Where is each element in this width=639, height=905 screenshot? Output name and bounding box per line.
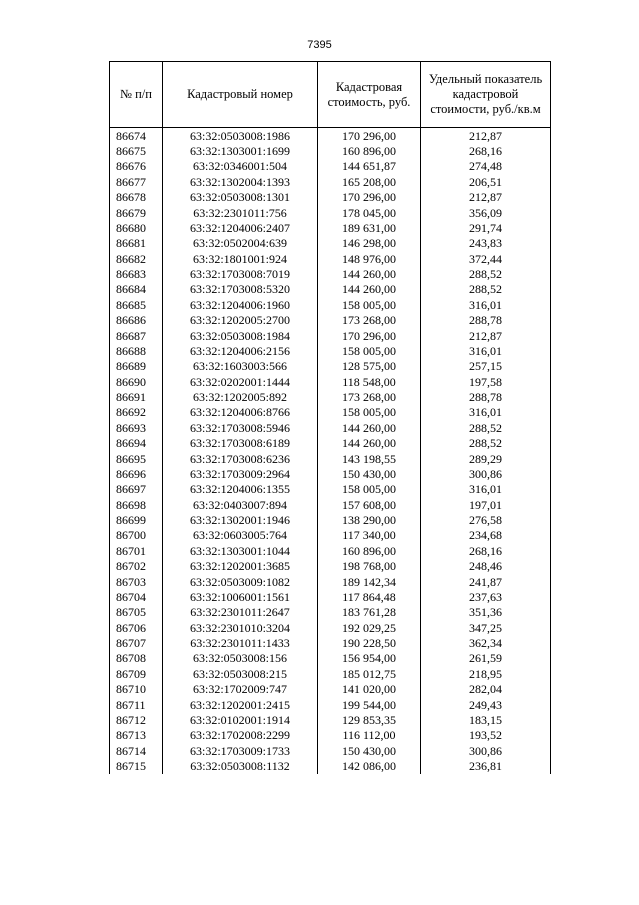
cadastral-value-cell: 170 296,00 [318, 128, 421, 144]
specific-value-cell: 212,87 [421, 328, 551, 343]
row-number-cell: 86711 [110, 697, 163, 712]
row-number-cell: 86694 [110, 436, 163, 451]
row-number-cell: 86702 [110, 559, 163, 574]
table-row [110, 236, 551, 251]
specific-value-cell: 288,52 [421, 436, 551, 451]
cadastral-value-cell: 117 864,48 [318, 589, 421, 604]
specific-value-cell: 291,74 [421, 220, 551, 235]
cadastral-number-cell: 63:32:1303001:1044 [163, 543, 318, 558]
cadastral-number-cell: 63:32:2301011:1433 [163, 635, 318, 650]
table-row [110, 282, 551, 297]
specific-value-cell: 212,87 [421, 128, 551, 144]
header-row-number: № п/п [110, 62, 163, 128]
table-row [110, 512, 551, 527]
cadastral-value-cell: 192 029,25 [318, 620, 421, 635]
specific-value-cell: 347,25 [421, 620, 551, 635]
specific-value-cell: 248,46 [421, 559, 551, 574]
cadastral-number-cell: 63:32:1603003:566 [163, 359, 318, 374]
cadastral-value-cell: 144 260,00 [318, 266, 421, 281]
specific-value-cell: 197,01 [421, 497, 551, 512]
cadastral-number-cell: 63:32:0503009:1082 [163, 574, 318, 589]
table-body [110, 128, 551, 774]
row-number-cell: 86714 [110, 743, 163, 758]
table-row [110, 359, 551, 374]
cadastral-value-cell: 128 575,00 [318, 359, 421, 374]
row-number-cell: 86700 [110, 528, 163, 543]
table-row [110, 266, 551, 281]
cadastral-number-cell: 63:32:1702008:2299 [163, 728, 318, 743]
cadastral-number-cell: 63:32:1202001:3685 [163, 559, 318, 574]
row-number-cell: 86707 [110, 635, 163, 650]
header-specific-value: Удельный показатель кадастровой стоимости, руб./кв.м [421, 62, 551, 128]
table-row [110, 651, 551, 666]
table-row [110, 436, 551, 451]
row-number-cell: 86715 [110, 758, 163, 773]
cadastral-value-cell: 144 260,00 [318, 282, 421, 297]
specific-value-cell: 288,78 [421, 313, 551, 328]
table-row [110, 589, 551, 604]
specific-value-cell: 316,01 [421, 482, 551, 497]
table-row [110, 174, 551, 189]
specific-value-cell: 316,01 [421, 343, 551, 358]
cadastral-value-cell: 178 045,00 [318, 205, 421, 220]
row-number-cell: 86710 [110, 682, 163, 697]
table-row [110, 466, 551, 481]
specific-value-cell: 351,36 [421, 605, 551, 620]
table-row [110, 313, 551, 328]
specific-value-cell: 257,15 [421, 359, 551, 374]
row-number-cell: 86697 [110, 482, 163, 497]
cadastral-number-cell: 63:32:0503008:156 [163, 651, 318, 666]
row-number-cell: 86688 [110, 343, 163, 358]
row-number-cell: 86689 [110, 359, 163, 374]
row-number-cell: 86680 [110, 220, 163, 235]
specific-value-cell: 243,83 [421, 236, 551, 251]
cadastral-number-cell: 63:32:0503008:1986 [163, 128, 318, 144]
row-number-cell: 86699 [110, 512, 163, 527]
cadastral-value-cell: 142 086,00 [318, 758, 421, 773]
cadastral-value-cell: 158 005,00 [318, 297, 421, 312]
table-row [110, 574, 551, 589]
table-row [110, 635, 551, 650]
cadastral-number-cell: 63:32:1204006:2407 [163, 220, 318, 235]
cadastral-value-cell: 160 896,00 [318, 143, 421, 158]
cadastral-number-cell: 63:32:1703008:5320 [163, 282, 318, 297]
row-number-cell: 86687 [110, 328, 163, 343]
cadastral-number-cell: 63:32:1702009:747 [163, 682, 318, 697]
row-number-cell: 86683 [110, 266, 163, 281]
cadastral-value-cell: 158 005,00 [318, 482, 421, 497]
cadastral-value-cell: 185 012,75 [318, 666, 421, 681]
row-number-cell: 86698 [110, 497, 163, 512]
row-number-cell: 86686 [110, 313, 163, 328]
specific-value-cell: 261,59 [421, 651, 551, 666]
table-row [110, 251, 551, 266]
cadastral-number-cell: 63:32:2301011:756 [163, 205, 318, 220]
cadastral-number-cell: 63:32:0202001:1444 [163, 374, 318, 389]
table-row [110, 220, 551, 235]
table-row [110, 343, 551, 358]
cadastral-number-cell: 63:32:1703008:6189 [163, 436, 318, 451]
cadastral-value-cell: 150 430,00 [318, 466, 421, 481]
row-number-cell: 86712 [110, 712, 163, 727]
cadastral-value-cell: 146 298,00 [318, 236, 421, 251]
table-row [110, 328, 551, 343]
row-number-cell: 86706 [110, 620, 163, 635]
specific-value-cell: 268,16 [421, 143, 551, 158]
table-row [110, 528, 551, 543]
table-header-row [110, 62, 551, 128]
specific-value-cell: 197,58 [421, 374, 551, 389]
specific-value-cell: 237,63 [421, 589, 551, 604]
cadastral-number-cell: 63:32:2301010:3204 [163, 620, 318, 635]
cadastral-number-cell: 63:32:1703009:2964 [163, 466, 318, 481]
cadastral-number-cell: 63:32:1302001:1946 [163, 512, 318, 527]
cadastral-number-cell: 63:32:0503008:1132 [163, 758, 318, 773]
specific-value-cell: 289,29 [421, 451, 551, 466]
row-number-cell: 86674 [110, 128, 163, 144]
page-number: 7395 [307, 39, 332, 51]
row-number-cell: 86692 [110, 405, 163, 420]
cadastral-number-cell: 63:32:1204006:8766 [163, 405, 318, 420]
row-number-cell: 86695 [110, 451, 163, 466]
table-row [110, 697, 551, 712]
row-number-cell: 86675 [110, 143, 163, 158]
specific-value-cell: 241,87 [421, 574, 551, 589]
table-row [110, 205, 551, 220]
row-number-cell: 86685 [110, 297, 163, 312]
table-row [110, 682, 551, 697]
cadastral-number-cell: 63:32:1302004:1393 [163, 174, 318, 189]
specific-value-cell: 268,16 [421, 543, 551, 558]
cadastral-value-cell: 150 430,00 [318, 743, 421, 758]
row-number-cell: 86690 [110, 374, 163, 389]
cadastral-value-cell: 173 268,00 [318, 389, 421, 404]
cadastral-number-cell: 63:32:0503008:1301 [163, 190, 318, 205]
cadastral-value-cell: 144 651,87 [318, 159, 421, 174]
cadastral-number-cell: 63:32:1703008:6236 [163, 451, 318, 466]
row-number-cell: 86679 [110, 205, 163, 220]
table-row [110, 297, 551, 312]
table-row [110, 712, 551, 727]
cadastral-value-cell: 158 005,00 [318, 405, 421, 420]
row-number-cell: 86682 [110, 251, 163, 266]
specific-value-cell: 300,86 [421, 743, 551, 758]
table-row [110, 559, 551, 574]
row-number-cell: 86708 [110, 651, 163, 666]
cadastral-number-cell: 63:32:1204006:1355 [163, 482, 318, 497]
table-row [110, 451, 551, 466]
specific-value-cell: 362,34 [421, 635, 551, 650]
table-row [110, 758, 551, 773]
cadastral-value-cell: 141 020,00 [318, 682, 421, 697]
cadastral-value-cell: 148 976,00 [318, 251, 421, 266]
cadastral-number-cell: 63:32:0503008:1984 [163, 328, 318, 343]
cadastral-value-cell: 199 544,00 [318, 697, 421, 712]
table-row [110, 605, 551, 620]
table-row [110, 743, 551, 758]
cadastral-number-cell: 63:32:1703008:7019 [163, 266, 318, 281]
cadastral-value-cell: 118 548,00 [318, 374, 421, 389]
cadastral-number-cell: 63:32:1703008:5946 [163, 420, 318, 435]
cadastral-value-cell: 170 296,00 [318, 328, 421, 343]
cadastral-value-cell: 170 296,00 [318, 190, 421, 205]
cadastral-number-cell: 63:32:1204006:1960 [163, 297, 318, 312]
row-number-cell: 86705 [110, 605, 163, 620]
row-number-cell: 86704 [110, 589, 163, 604]
table-row [110, 543, 551, 558]
header-cadastral-number: Кадастровый номер [163, 62, 318, 128]
cadastral-value-cell: 144 260,00 [318, 420, 421, 435]
specific-value-cell: 356,09 [421, 205, 551, 220]
cadastral-number-cell: 63:32:0346001:504 [163, 159, 318, 174]
cadastral-number-cell: 63:32:1204006:2156 [163, 343, 318, 358]
table-row [110, 159, 551, 174]
specific-value-cell: 276,58 [421, 512, 551, 527]
cadastral-value-cell: 156 954,00 [318, 651, 421, 666]
table-row [110, 374, 551, 389]
specific-value-cell: 236,81 [421, 758, 551, 773]
specific-value-cell: 249,43 [421, 697, 551, 712]
cadastral-number-cell: 63:32:1006001:1561 [163, 589, 318, 604]
specific-value-cell: 206,51 [421, 174, 551, 189]
specific-value-cell: 218,95 [421, 666, 551, 681]
cadastral-value-cell: 160 896,00 [318, 543, 421, 558]
cadastral-value-cell: 138 290,00 [318, 512, 421, 527]
header-cadastral-value: Кадастровая стоимость, руб. [318, 62, 421, 128]
cadastral-value-cell: 158 005,00 [318, 343, 421, 358]
row-number-cell: 86684 [110, 282, 163, 297]
cadastral-value-cell: 189 142,34 [318, 574, 421, 589]
specific-value-cell: 212,87 [421, 190, 551, 205]
specific-value-cell: 282,04 [421, 682, 551, 697]
row-number-cell: 86701 [110, 543, 163, 558]
cadastral-number-cell: 63:32:1202001:2415 [163, 697, 318, 712]
cadastral-number-cell: 63:32:0603005:764 [163, 528, 318, 543]
table-row [110, 143, 551, 158]
table-row [110, 420, 551, 435]
cadastral-value-table [109, 61, 551, 774]
table-row [110, 728, 551, 743]
cadastral-value-cell: 157 608,00 [318, 497, 421, 512]
table-row [110, 620, 551, 635]
specific-value-cell: 183,15 [421, 712, 551, 727]
row-number-cell: 86676 [110, 159, 163, 174]
cadastral-value-cell: 189 631,00 [318, 220, 421, 235]
cadastral-value-cell: 117 340,00 [318, 528, 421, 543]
cadastral-number-cell: 63:32:1202005:892 [163, 389, 318, 404]
row-number-cell: 86691 [110, 389, 163, 404]
cadastral-number-cell: 63:32:0403007:894 [163, 497, 318, 512]
table-row [110, 666, 551, 681]
specific-value-cell: 234,68 [421, 528, 551, 543]
row-number-cell: 86677 [110, 174, 163, 189]
row-number-cell: 86693 [110, 420, 163, 435]
row-number-cell: 86709 [110, 666, 163, 681]
cadastral-value-cell: 173 268,00 [318, 313, 421, 328]
cadastral-value-cell: 143 198,55 [318, 451, 421, 466]
row-number-cell: 86703 [110, 574, 163, 589]
specific-value-cell: 288,52 [421, 420, 551, 435]
table-row [110, 389, 551, 404]
cadastral-number-cell: 63:32:1801001:924 [163, 251, 318, 266]
specific-value-cell: 274,48 [421, 159, 551, 174]
cadastral-value-cell: 129 853,35 [318, 712, 421, 727]
specific-value-cell: 288,52 [421, 282, 551, 297]
table-row [110, 482, 551, 497]
table-row [110, 497, 551, 512]
cadastral-value-cell: 116 112,00 [318, 728, 421, 743]
cadastral-number-cell: 63:32:1202005:2700 [163, 313, 318, 328]
cadastral-number-cell: 63:32:0503008:215 [163, 666, 318, 681]
table-row [110, 128, 551, 144]
cadastral-value-cell: 183 761,28 [318, 605, 421, 620]
specific-value-cell: 316,01 [421, 297, 551, 312]
cadastral-number-cell: 63:32:1703009:1733 [163, 743, 318, 758]
table-row [110, 405, 551, 420]
cadastral-number-cell: 63:32:2301011:2647 [163, 605, 318, 620]
specific-value-cell: 193,52 [421, 728, 551, 743]
cadastral-value-cell: 165 208,00 [318, 174, 421, 189]
cadastral-number-cell: 63:32:0502004:639 [163, 236, 318, 251]
cadastral-value-cell: 198 768,00 [318, 559, 421, 574]
specific-value-cell: 288,52 [421, 266, 551, 281]
cadastral-value-cell: 144 260,00 [318, 436, 421, 451]
cadastral-value-cell: 190 228,50 [318, 635, 421, 650]
row-number-cell: 86678 [110, 190, 163, 205]
cadastral-number-cell: 63:32:0102001:1914 [163, 712, 318, 727]
row-number-cell: 86713 [110, 728, 163, 743]
specific-value-cell: 372,44 [421, 251, 551, 266]
cadastral-number-cell: 63:32:1303001:1699 [163, 143, 318, 158]
specific-value-cell: 288,78 [421, 389, 551, 404]
table-row [110, 190, 551, 205]
specific-value-cell: 300,86 [421, 466, 551, 481]
specific-value-cell: 316,01 [421, 405, 551, 420]
row-number-cell: 86696 [110, 466, 163, 481]
row-number-cell: 86681 [110, 236, 163, 251]
